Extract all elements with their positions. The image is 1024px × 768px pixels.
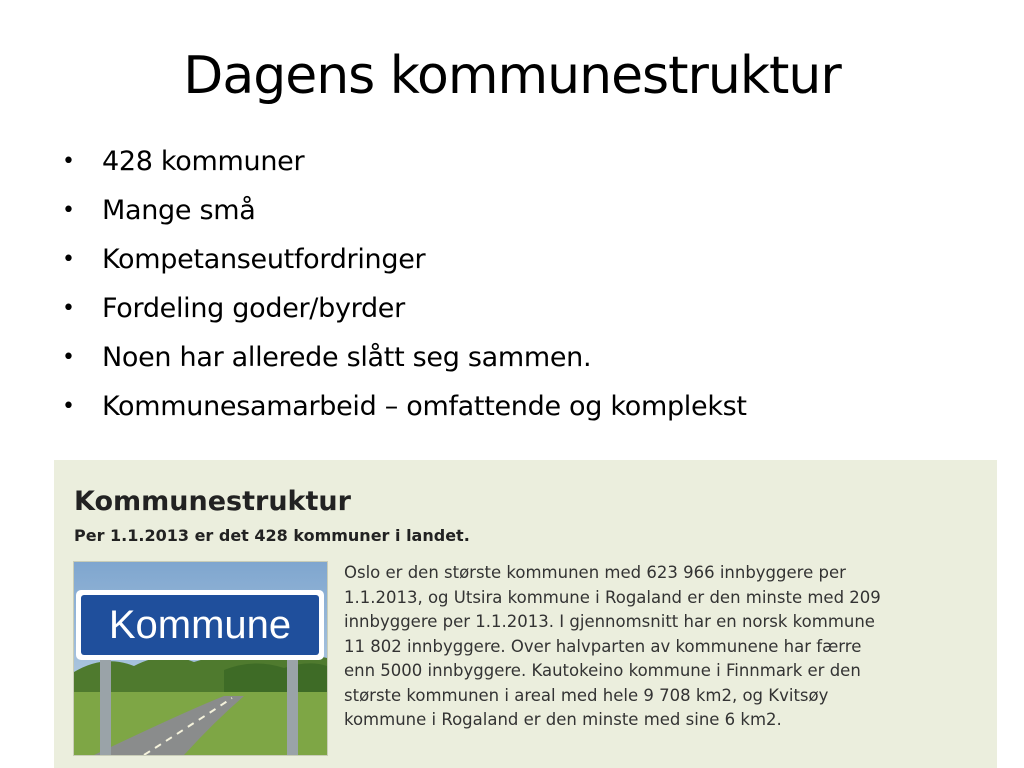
body-line: største kommunen i areal med hele 9 708 km2, og Kvitsøy — [344, 685, 829, 705]
info-panel — [54, 460, 997, 768]
panel-body — [344, 561, 974, 733]
bullet-text: 428 kommuner — [102, 146, 305, 177]
bullet-item — [60, 238, 747, 287]
bullet-item — [60, 189, 747, 238]
bullet-text: Kompetanseutfordringer — [102, 244, 426, 275]
bullet-dot: • — [62, 149, 75, 174]
bullet-dot: • — [62, 296, 75, 321]
bullet-text: Noen har allerede slått seg sammen. — [102, 342, 592, 373]
body-line: kommune i Rogaland er den minste med sine 6 km2. — [344, 710, 782, 729]
bullet-text: Fordeling goder/byrder — [102, 293, 405, 324]
bullet-item — [60, 385, 747, 434]
panel-subtitle: Per 1.1.2013 er det 428 kommuner i landet. — [74, 526, 470, 545]
sign-text: Kommune — [108, 603, 292, 647]
bullet-item — [60, 287, 747, 336]
body-line: 1.1.2013, og Utsira kommune i Rogaland er den minste med 209 — [344, 587, 881, 607]
bullet-dot: • — [62, 394, 75, 419]
bullet-dot: • — [62, 247, 75, 272]
bullet-dot: • — [62, 345, 75, 370]
kommune-sign-image — [74, 562, 327, 755]
bullet-dot: • — [62, 198, 75, 223]
bullet-text: Mange små — [102, 195, 256, 226]
body-line: innbyggere per 1.1.2013. I gjennomsnitt har en norsk kommune — [344, 612, 875, 631]
bullet-text: Kommunesamarbeid – omfattende og komplekst — [102, 391, 747, 422]
slide-title: Dagens kommunestruktur — [183, 46, 841, 106]
body-line: Oslo er den største kommunen med 623 966 innbyggere per — [344, 563, 846, 582]
panel-title: Kommunestruktur — [74, 486, 351, 517]
bullet-item — [60, 140, 747, 189]
kommune-sign-photo — [73, 561, 328, 756]
bullet-item — [60, 336, 747, 385]
bullet-list — [60, 140, 747, 434]
body-line: enn 5000 innbyggere. Kautokeino kommune i Finnmark er den — [344, 661, 861, 680]
body-line: 11 802 innbyggere. Over halvparten av kommunene har færre — [344, 636, 862, 656]
